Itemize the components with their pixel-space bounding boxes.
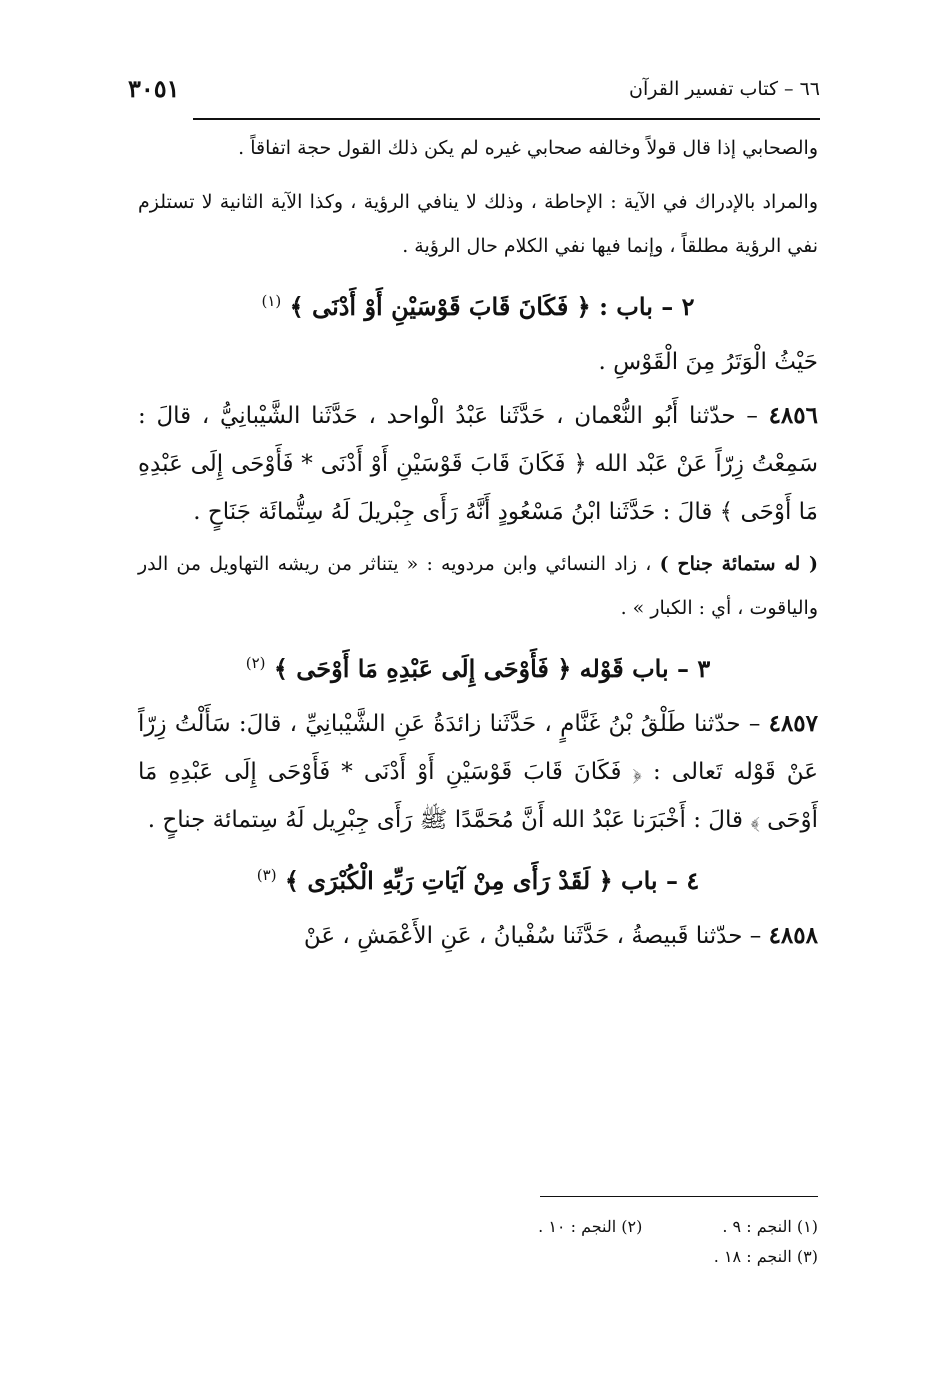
footnote-row	[340, 1212, 818, 1242]
hadith-text: – حدّثنا قَبيصةُ ، حَدَّثَنا سُفْيانُ ، عَنِ الأَعْمَشِ ، عَنْ	[303, 923, 762, 949]
hadith-text: – حدّثنا طَلْقُ بْنُ غَنَّامٍ ، حَدَّثَنا زائدَةُ عَنِ الشَّيْبانِيِّ ، قالَ: سَأَلْتُ زِرّاً عَنْ قَوْله تَعالى : ﴿ فَكَانَ قَابَ قَوْسَيْنِ أَوْ أَدْنَى * فَأَوْحَى إِلَى عَبْدِهِ مَا أَوْحَى ﴾ قالَ : أَخْبَرَنا عَبْدُ الله أَنَّ مُحَمَّدًا ﷺ رَأَى جِبْرِيل لَهُ سِتمائة جناحٍ .	[138, 711, 818, 833]
running-title: ٦٦ – كتاب تفسير القرآن	[629, 78, 820, 100]
hadith-number: ٤٨٥٦	[768, 402, 818, 429]
heading-text: ٣ – باب قَوْله ﴿ فَأَوْحَى إِلَى عَبْدِهِ مَا أَوْحَى ﴾	[273, 654, 711, 683]
hadith-number: ٤٨٥٧	[768, 710, 819, 737]
footnotes	[340, 1212, 818, 1272]
footnote-ref: (٣)	[256, 866, 277, 884]
chapter-heading	[138, 640, 818, 692]
heading-text: ٢ – باب : ﴿ فَكَانَ قَابَ قَوْسَيْنِ أَوْ أَدْنَى ﴾	[289, 292, 695, 321]
hadith	[138, 912, 818, 960]
paragraph: والمراد بالإدراك في الآية : الإحاطة ، وذلك لا ينافي الرؤية ، وكذا الآية الثانية لا تستلزم نفي الرؤية مطلقاً ، وإنما فيها نفي الكلام حال الرؤية .	[138, 191, 818, 257]
footnote: (٣) النجم : ١٨ .	[713, 1247, 818, 1266]
hadith-number: ٤٨٥٨	[768, 922, 818, 949]
footnote: (٢) النجم : ١٠ .	[538, 1217, 643, 1236]
page-body	[138, 126, 818, 966]
page-number: ٣٠٥١	[128, 74, 180, 103]
footnote-row	[340, 1242, 818, 1272]
hadith	[138, 700, 818, 844]
chapter-heading	[138, 852, 818, 904]
intro-text: حَيْثُ الْوَتَرُ مِنَ الْقَوْسِ .	[598, 349, 818, 375]
heading-text: ٤ – باب ﴿ لَقَدْ رَأَى مِنْ آيَاتِ رَبِّهِ الْكُبْرَى ﴾	[284, 866, 700, 895]
commentary	[138, 542, 818, 630]
chapter-heading	[138, 278, 818, 330]
page-header	[128, 74, 820, 114]
footnote-ref: (١)	[261, 292, 282, 310]
paragraph: والصحابي إذا قال قولاً وخالفه صحابي غيره لم يكن ذلك القول حجة اتفاقاً .	[238, 137, 818, 159]
hadith-text: – حدّثنا أَبُو النُّعْمان ، حَدَّثَنا عَبْدُ الْواحد ، حَدَّثَنا الشَّيْبانِيُّ ، قالَ : سَمِعْتُ زِرّاً عَنْ عَبْد الله ﴿ فَكَانَ قَابَ قَوْسَيْنِ أَوْ أَدْنَى * فَأَوْحَى إِلَى عَبْدِهِ مَا أَوْحَى ﴾ قالَ : حَدَّثَنا ابْنُ مَسْعُودٍ أَنَّهُ رَأَى جِبْريلَ لَهُ سِتُّمائَة جَنَاحٍ .	[138, 403, 818, 525]
footnote-rule	[540, 1196, 818, 1197]
footnote: (١) النجم : ٩ .	[722, 1217, 818, 1236]
commentary-lemma: ( له ستمائة جناح )	[659, 553, 818, 575]
hadith	[138, 392, 818, 536]
footnote-ref: (٢)	[245, 654, 266, 672]
commentary-text: ، زاد النسائي وابن مردويه : « يتناثر من ريشه التهاويل من الدر والياقوت ، أي : الكبار » .	[138, 553, 818, 619]
header-rule	[193, 118, 820, 120]
